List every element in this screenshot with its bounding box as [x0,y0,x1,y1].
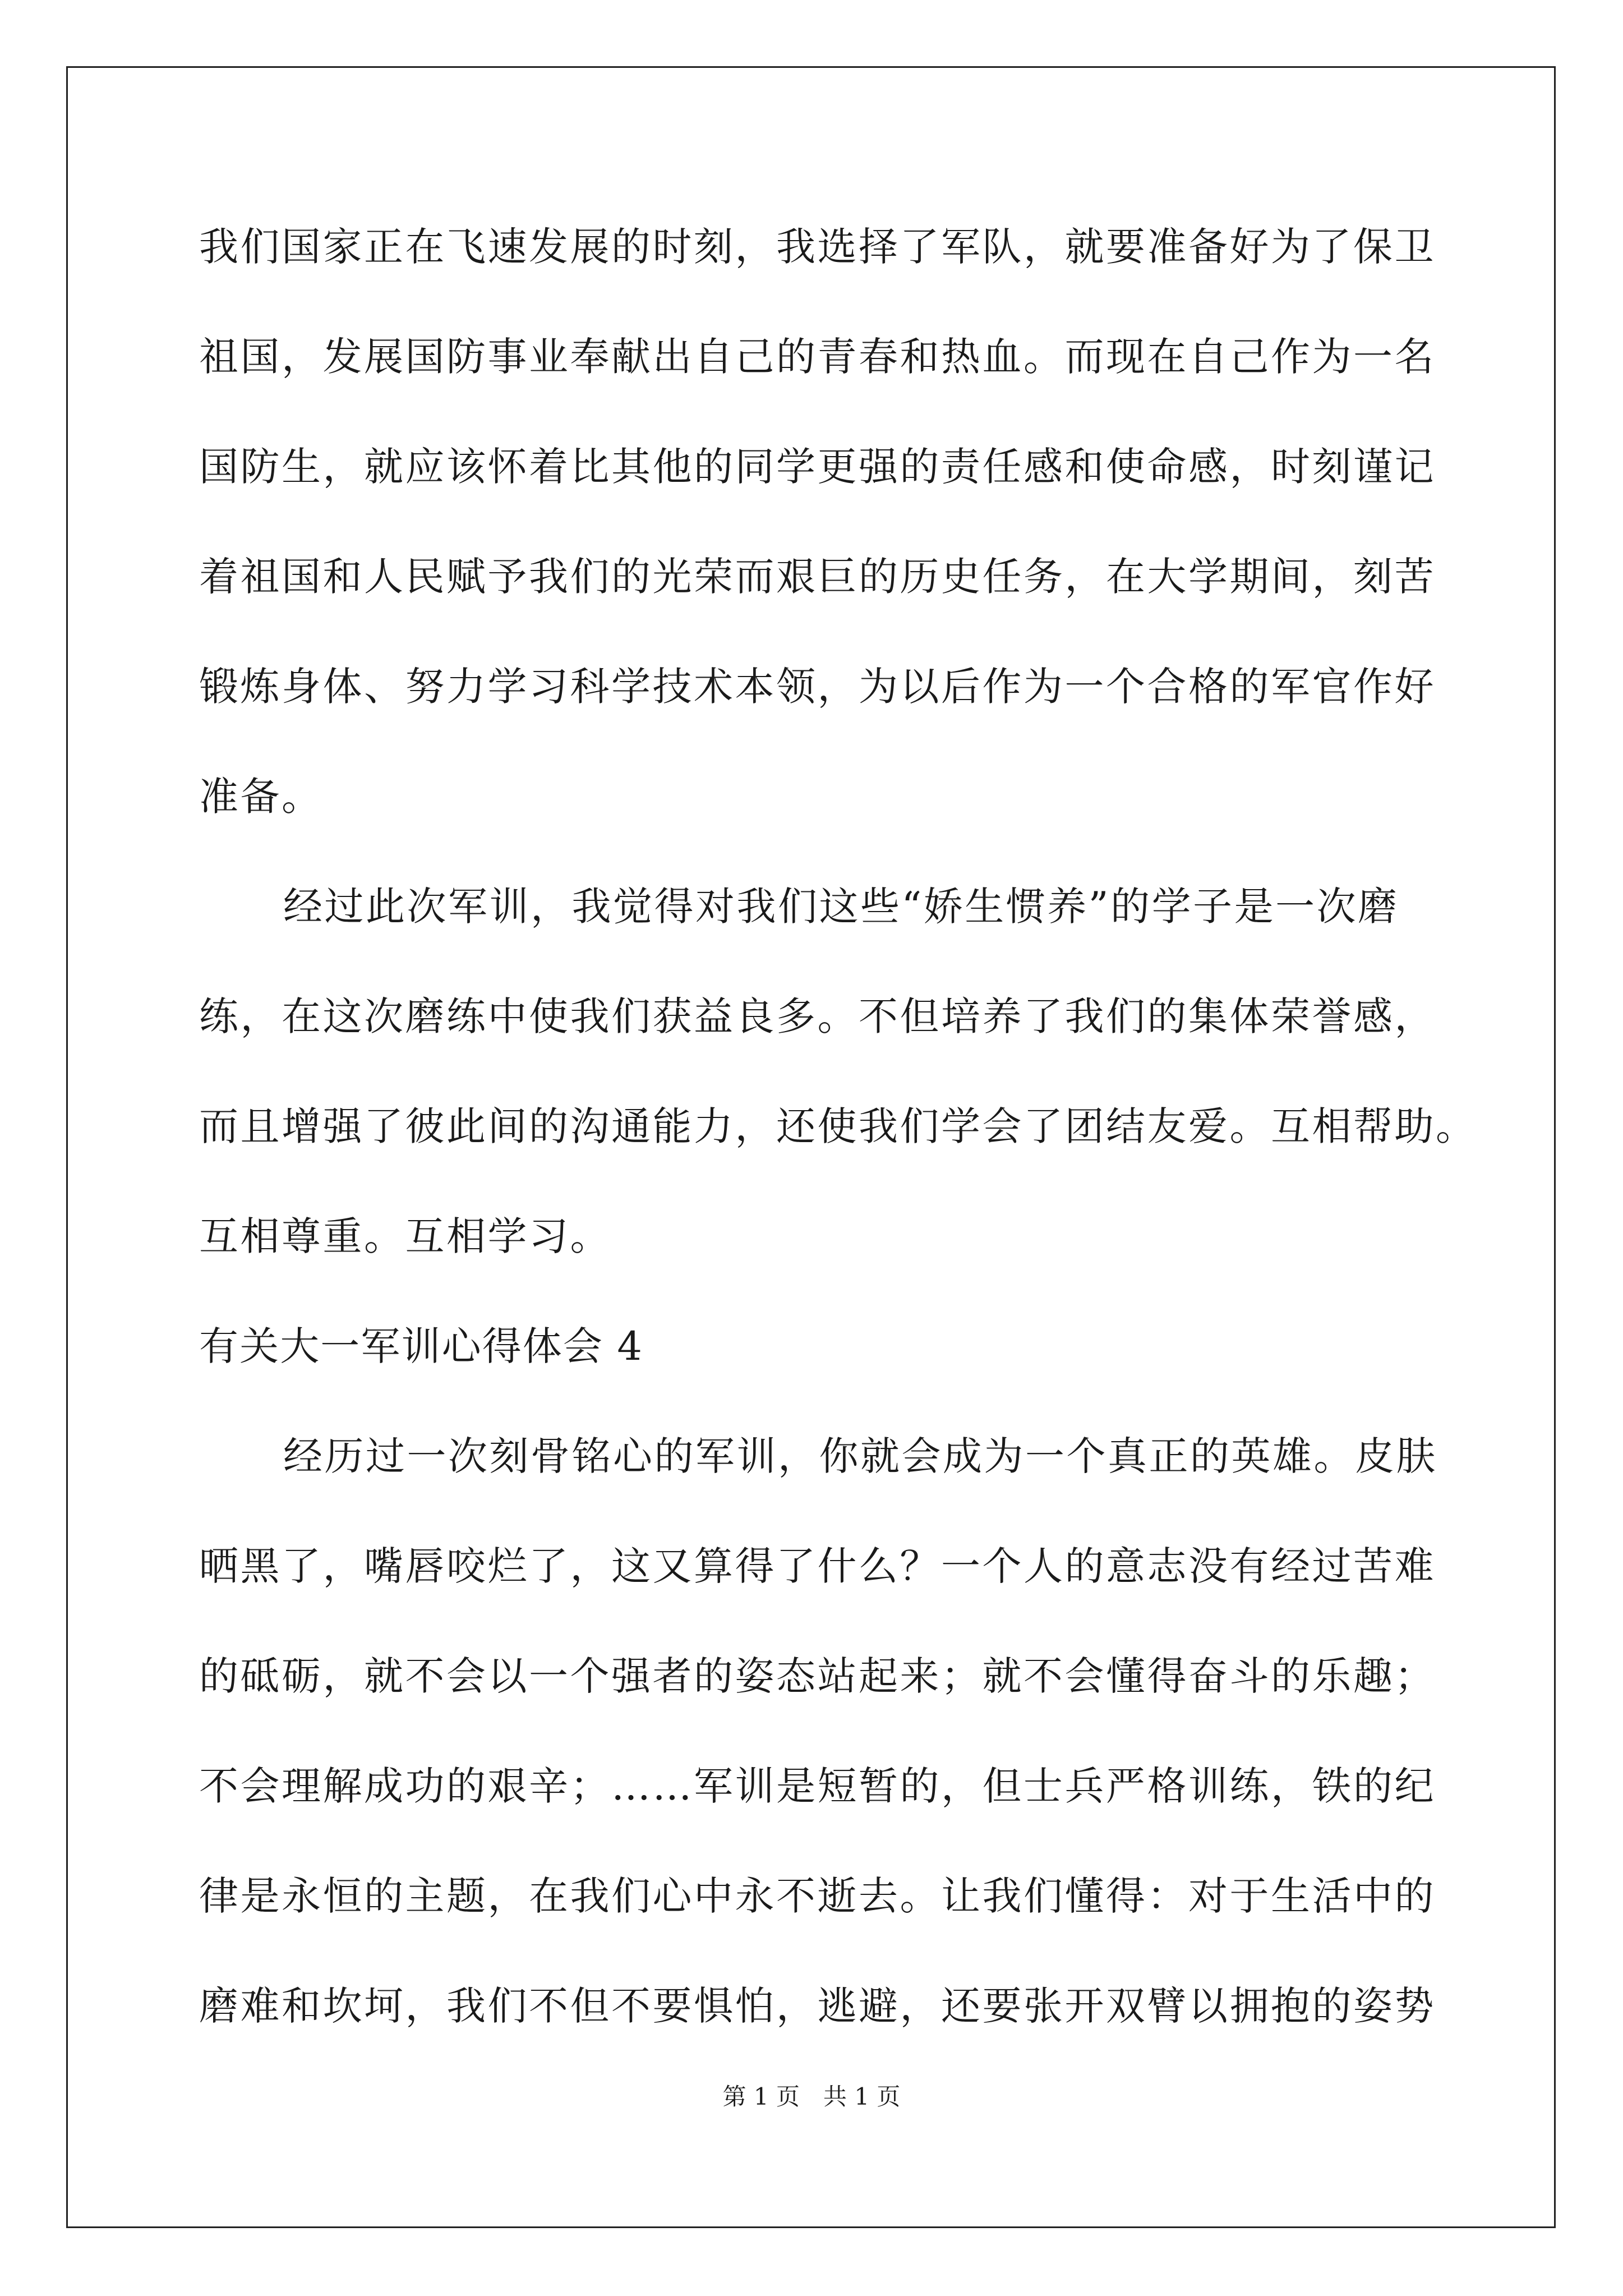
text-line: 晒黑了，嘴唇咬烂了，这又算得了什么？一个人的意志没有经过苦难 [199,1543,1436,1589]
paragraph-start-line: 经过此次军训，我觉得对我们这些“娇生惯养”的学子是一次磨 [283,884,1399,930]
text-line: 磨难和坎坷，我们不但不要惧怕，逃避，还要张开双臂以拥抱的姿势 [199,1983,1436,2029]
text-line: 国防生，就应该怀着比其他的同学更强的责任感和使命感，时刻谨记 [199,444,1436,490]
document-body [199,208,1477,2077]
text-line: 着祖国和人民赋予我们的光荣而艰巨的历史任务，在大学期间，刻苦 [199,554,1436,600]
text-line: 而且增强了彼此间的沟通能力，还使我们学会了团结友爱。互相帮助。 [199,1103,1477,1149]
text-line: 祖国，发展国防事业奉献出自己的青春和热血。而现在自己作为一名 [199,334,1436,380]
text-line: 不会理解成功的艰辛；……军训是短暂的，但士兵严格训练，铁的纪 [199,1763,1436,1809]
text-line: 律是永恒的主题，在我们心中永不逝去。让我们懂得：对于生活中的 [199,1873,1436,1919]
text-line: 的砥砺，就不会以一个强者的姿态站起来；就不会懂得奋斗的乐趣； [199,1653,1436,1699]
section-heading: 有关大一军训心得体会 4 [199,1323,643,1369]
text-line: 练，在这次磨练中使我们获益良多。不但培养了我们的集体荣誉感， [199,993,1436,1039]
text-line: 互相尊重。互相学习。 [199,1213,611,1259]
paragraph-start-line: 经历过一次刻骨铭心的军训，你就会成为一个真正的英雄。皮肤 [283,1433,1437,1479]
page-footer: 第 1 页 共 1 页 [722,2083,901,2110]
text-line: 锻炼身体、努力学习科学技术本领，为以后作为一个合格的军官作好 [199,664,1436,710]
text-line: 准备。 [199,774,323,820]
text-line: 我们国家正在飞速发展的时刻，我选择了军队，就要准备好为了保卫 [199,224,1436,270]
